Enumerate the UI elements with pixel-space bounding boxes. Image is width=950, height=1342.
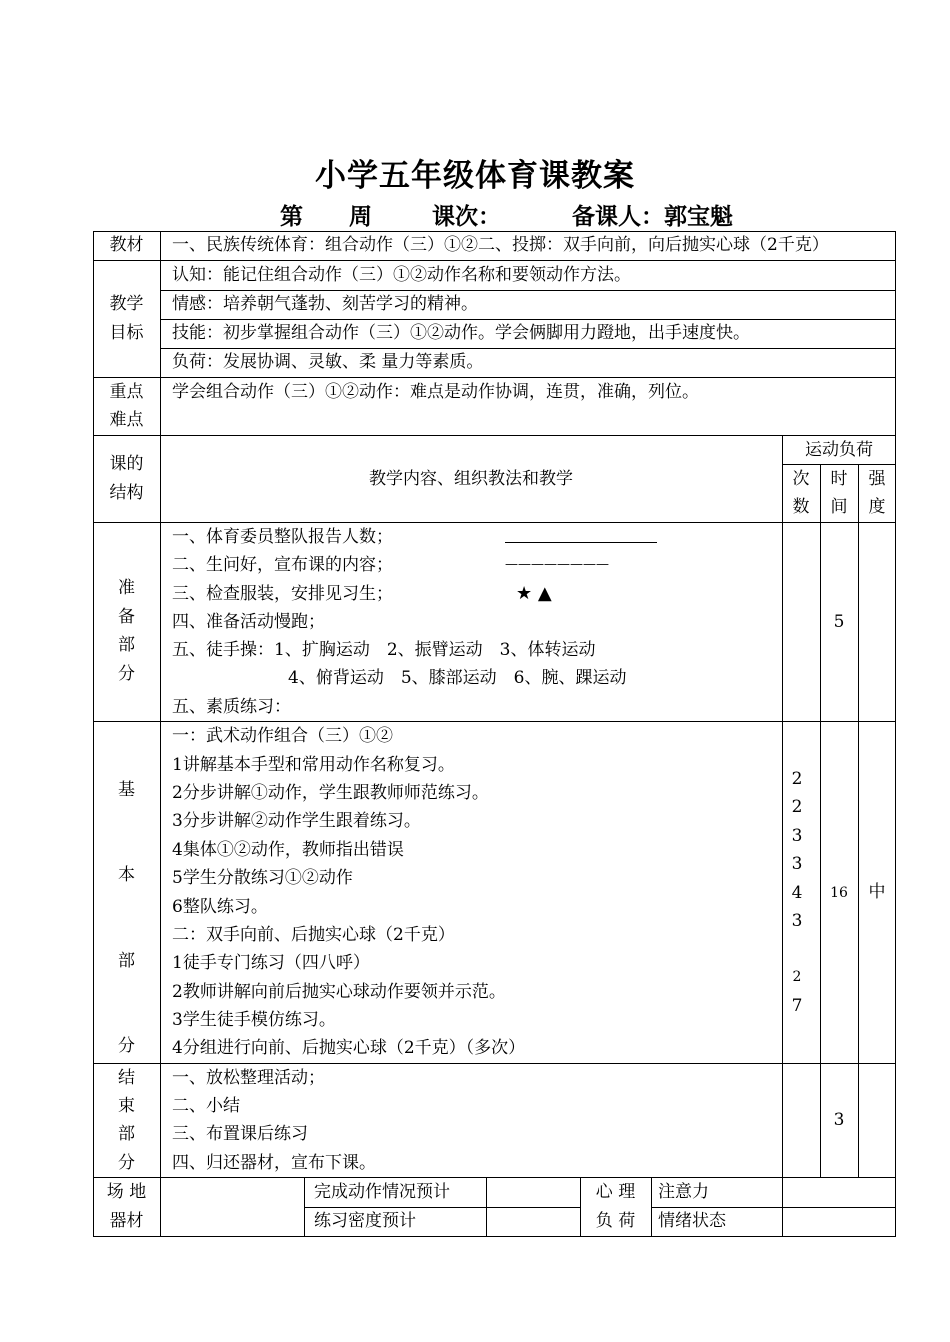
- prep-underline: [505, 542, 657, 543]
- load-header: 运动负荷: [805, 440, 873, 460]
- basic-line: 二：双手向前、后抛实心球（2千克）: [172, 925, 455, 945]
- count-header-line1: 次: [792, 469, 810, 489]
- psych-label-line1: 心 理: [595, 1182, 636, 1202]
- week-field: 第 周: [280, 203, 372, 230]
- keypoints-label-line2: 难点: [109, 410, 144, 430]
- venue-label-line2: 器材: [109, 1211, 144, 1231]
- end-line: 三、布置课后练习: [172, 1124, 308, 1144]
- content-header: 教学内容、组织教法和教学: [369, 469, 573, 489]
- prep-dash-line: ————————: [505, 557, 609, 572]
- prep-label-char: 准: [118, 578, 135, 598]
- prep-symbols: ★ ▲: [516, 583, 552, 604]
- basic-line: 2教师讲解向前后抛实心球动作要领并示范。: [172, 982, 506, 1002]
- preparer-field: 备课人：郭宝魁: [572, 203, 733, 230]
- count-header-line2: 数: [792, 497, 810, 517]
- end-line: 一、放松整理活动；: [172, 1068, 325, 1088]
- basic-count: 2: [792, 969, 802, 985]
- page-title: 小学五年级体育课教案: [315, 158, 635, 194]
- basic-line: 6整队练习。: [172, 897, 268, 917]
- prep-time: 5: [833, 612, 845, 632]
- basic-line: 3分步讲解②动作学生跟着练习。: [172, 811, 421, 831]
- basic-count: 2: [791, 797, 803, 817]
- prep-label-char: 部: [118, 635, 135, 655]
- end-line: 四、归还器材，宣布下课。: [172, 1153, 376, 1173]
- objectives-label-line2: 目标: [109, 323, 144, 343]
- prep-line: 二、生问好，宣布课的内容；: [172, 555, 393, 575]
- density-label: 练习密度预计: [314, 1211, 416, 1231]
- basic-line: 5学生分散练习①②动作: [172, 868, 353, 888]
- prep-line: 一、体育委员整队报告人数；: [172, 527, 393, 547]
- basic-count: 3: [791, 854, 803, 874]
- end-label-char: 束: [118, 1096, 135, 1116]
- basic-label-char: 部: [118, 951, 135, 971]
- objective-load: 负荷：发展协调、灵敏、柔 量力等素质。: [172, 352, 484, 372]
- prep-line: 五、徒手操：1、扩胸运动 2、振臂运动 3、体转运动: [172, 640, 596, 660]
- time-header-line1: 时: [830, 469, 848, 489]
- emotion-label: 情绪状态: [658, 1211, 726, 1231]
- prep-line: 4、俯背运动 5、膝部运动 6、腕、踝运动: [288, 668, 627, 688]
- basic-intensity: 中: [868, 882, 886, 902]
- objective-skill: 技能：初步掌握组合动作（三）①②动作。学会俩脚用力蹬地，出手速度快。: [172, 323, 750, 343]
- prep-line: 三、检查服装，安排见习生；: [172, 584, 393, 604]
- objective-emotional: 情感：培养朝气蓬勃、刻苦学习的精神。: [172, 294, 478, 314]
- attention-label: 注意力: [658, 1182, 709, 1202]
- objective-cognitive: 认知：能记住组合动作（三）①②动作名称和要领动作方法。: [172, 265, 631, 285]
- end-label-char: 部: [118, 1124, 135, 1144]
- basic-line: 2分步讲解①动作，学生跟教师师范练习。: [172, 783, 489, 803]
- venue-label-line1: 场 地: [106, 1182, 147, 1202]
- intensity-header-line1: 强: [868, 469, 886, 489]
- prep-label-char: 分: [118, 664, 135, 684]
- basic-count: 7: [791, 996, 803, 1016]
- basic-time: 16: [830, 885, 848, 901]
- basic-label-char: 本: [118, 865, 135, 885]
- keypoints-content: 学会组合动作（三）①②动作：难点是动作协调，连贯，准确，列位。: [172, 382, 699, 402]
- lesson-number-field: 课次：: [432, 203, 501, 230]
- basic-line: 1讲解基本手型和常用动作名称复习。: [172, 755, 455, 775]
- prep-line: 四、准备活动慢跑；: [172, 612, 325, 632]
- prep-line: 五、素质练习：: [172, 697, 291, 717]
- completion-label: 完成动作情况预计: [314, 1182, 450, 1202]
- psych-label-line2: 负 荷: [595, 1211, 636, 1231]
- basic-line: 3学生徒手模仿练习。: [172, 1010, 336, 1030]
- prep-label-char: 备: [118, 607, 135, 627]
- end-line: 二、小结: [172, 1096, 240, 1116]
- material-label: 教材: [109, 235, 144, 255]
- intensity-header-line2: 度: [868, 497, 886, 517]
- objectives-label-line1: 教学: [109, 294, 144, 314]
- basic-line: 1徒手专门练习（四八呼）: [172, 953, 370, 973]
- end-time: 3: [833, 1110, 845, 1130]
- basic-count: 2: [791, 769, 803, 789]
- material-content: 一、民族传统体育：组合动作（三）①②二、投掷：双手向前，向后抛实心球（2千克）: [172, 235, 829, 255]
- basic-count: 3: [791, 826, 803, 846]
- basic-label-char: 分: [118, 1036, 135, 1056]
- basic-line: 4集体①②动作，教师指出错误: [172, 840, 404, 860]
- basic-count: 3: [791, 911, 803, 931]
- keypoints-label-line1: 重点: [109, 382, 144, 402]
- structure-label-line1: 课的: [109, 454, 144, 474]
- end-label-char: 分: [118, 1153, 135, 1173]
- basic-line: 一：武术动作组合（三）①②: [172, 726, 393, 746]
- structure-label-line2: 结构: [109, 483, 144, 503]
- basic-count: 4: [791, 883, 803, 903]
- basic-label-char: 基: [118, 780, 135, 800]
- basic-line: 4分组进行向前、后抛实心球（2千克）（多次）: [172, 1038, 526, 1058]
- end-label-char: 结: [118, 1068, 135, 1088]
- time-header-line2: 间: [830, 497, 848, 517]
